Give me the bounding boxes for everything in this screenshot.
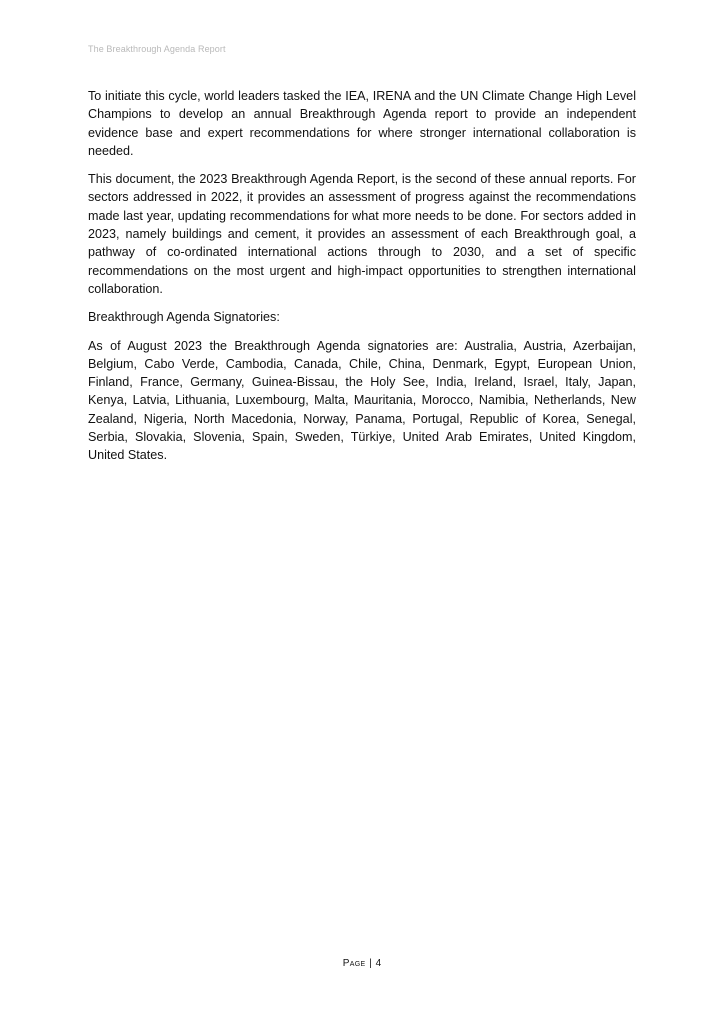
- signatories-heading: Breakthrough Agenda Signatories:: [88, 310, 280, 325]
- page-separator: |: [369, 958, 372, 969]
- running-header-title: The Breakthrough Agenda Report: [88, 44, 226, 54]
- document-body: [88, 87, 636, 475]
- page-number: 4: [375, 958, 382, 969]
- page-footer: [0, 958, 724, 969]
- paragraph-report-description: This document, the 2023 Breakthrough Agenda Report, is the second of these annual reports. For sectors addressed in 2022, it provides an assessment of progress against the recommendations made last year, updating recommendations for what more needs to be done. For sectors added in 2023, namely buildings and cement, it provides an assessment of each Breakthrough goal, a pathway of co-ordinated international actions through to 2030, and a set of specific recommendations on the most urgent and high-impact opportunities to strengthen international collaboration.: [88, 172, 636, 296]
- paragraph-cycle-intro: To initiate this cycle, world leaders tasked the IEA, IRENA and the UN Climate Change High Level Champions to develop an annual Breakthrough Agenda report to provide an independent evidence base and expert recommendations for where stronger international collaboration is needed.: [88, 89, 636, 158]
- page-label: Page: [342, 958, 366, 969]
- paragraph-signatories-list: As of August 2023 the Breakthrough Agenda signatories are: Australia, Austria, Azerbaijan, Belgium, Cabo Verde, Cambodia, Canada, Chile, China, Denmark, Egypt, European Union, Finland, France, Germany, Guinea-Bissau, the Holy See, India, Ireland, Israel, Italy, Japan, Kenya, Latvia, Lithuania, Luxembourg, Malta, Mauritania, Morocco, Namibia, Netherlands, New Zealand, Nigeria, North Macedonia, Norway, Panama, Portugal, Republic of Korea, Senegal, Serbia, Slovakia, Slovenia, Spain, Sweden, Türkiye, United Arab Emirates, United Kingdom, United States.: [88, 338, 636, 463]
